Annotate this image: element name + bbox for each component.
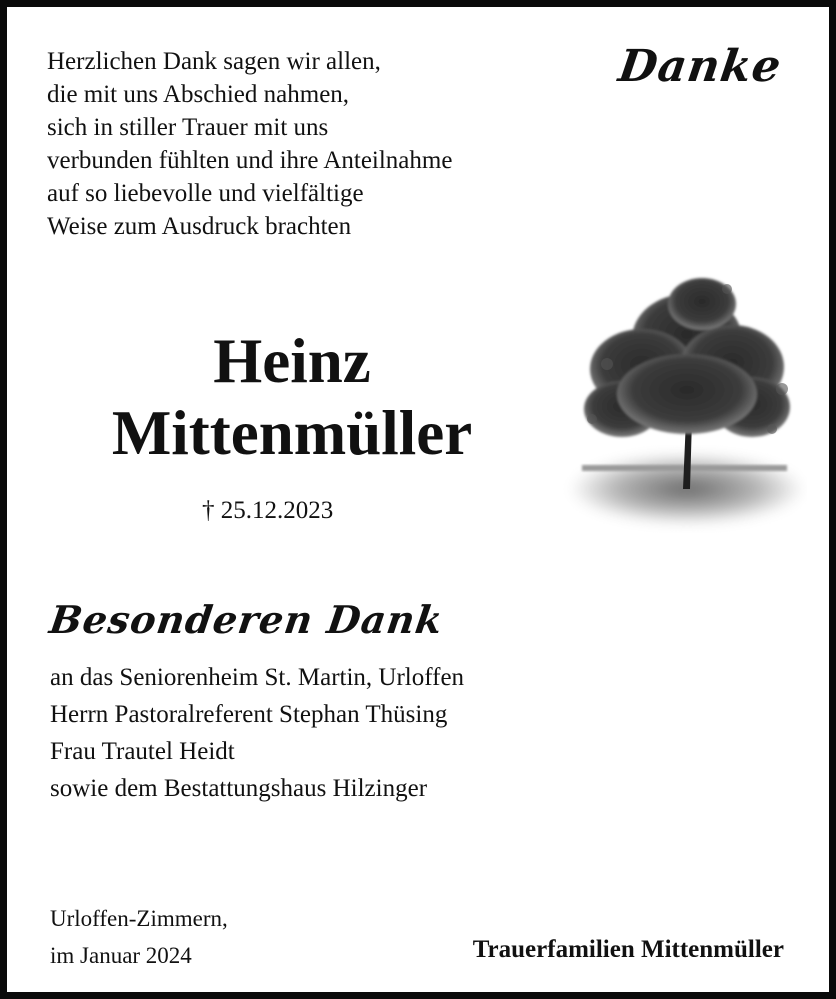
thanks-line: Frau Trautel Heidt <box>50 738 235 765</box>
intro-line: auf so liebevolle und vielfältige <box>47 180 364 207</box>
date: im Januar 2024 <box>50 943 192 968</box>
intro-line: die mit uns Abschied nahmen, <box>47 81 350 108</box>
death-date: † 25.12.2023 <box>202 497 334 524</box>
intro-line: Weise zum Ausdruck brachten <box>47 213 352 240</box>
place: Urloffen-Zimmern, <box>50 906 228 931</box>
intro-line: verbunden fühlten und ihre Anteilnahme <box>47 147 453 174</box>
last-name: Mittenmüller <box>111 398 473 468</box>
thanks-line: Herrn Pastoralreferent Stephan Thüsing <box>50 701 448 728</box>
deceased-name <box>47 325 537 469</box>
family-signature: Trauerfamilien Mittenmüller <box>472 936 784 963</box>
intro-line: Herzlichen Dank sagen wir allen, <box>47 48 381 75</box>
place-date <box>50 900 228 974</box>
danke-heading: Danke <box>615 41 785 92</box>
thanks-line: sowie dem Bestattungshaus Hilzinger <box>50 775 428 802</box>
tree-icon <box>562 269 807 541</box>
intro-text <box>47 45 452 243</box>
intro-line: sich in stiller Trauer mit uns <box>47 114 329 141</box>
thanks-line: an das Seniorenheim St. Martin, Urloffen <box>50 664 465 691</box>
special-thanks-heading: Besonderen Dank <box>46 597 447 642</box>
first-name: Heinz <box>213 326 371 396</box>
special-thanks-list <box>50 659 464 807</box>
